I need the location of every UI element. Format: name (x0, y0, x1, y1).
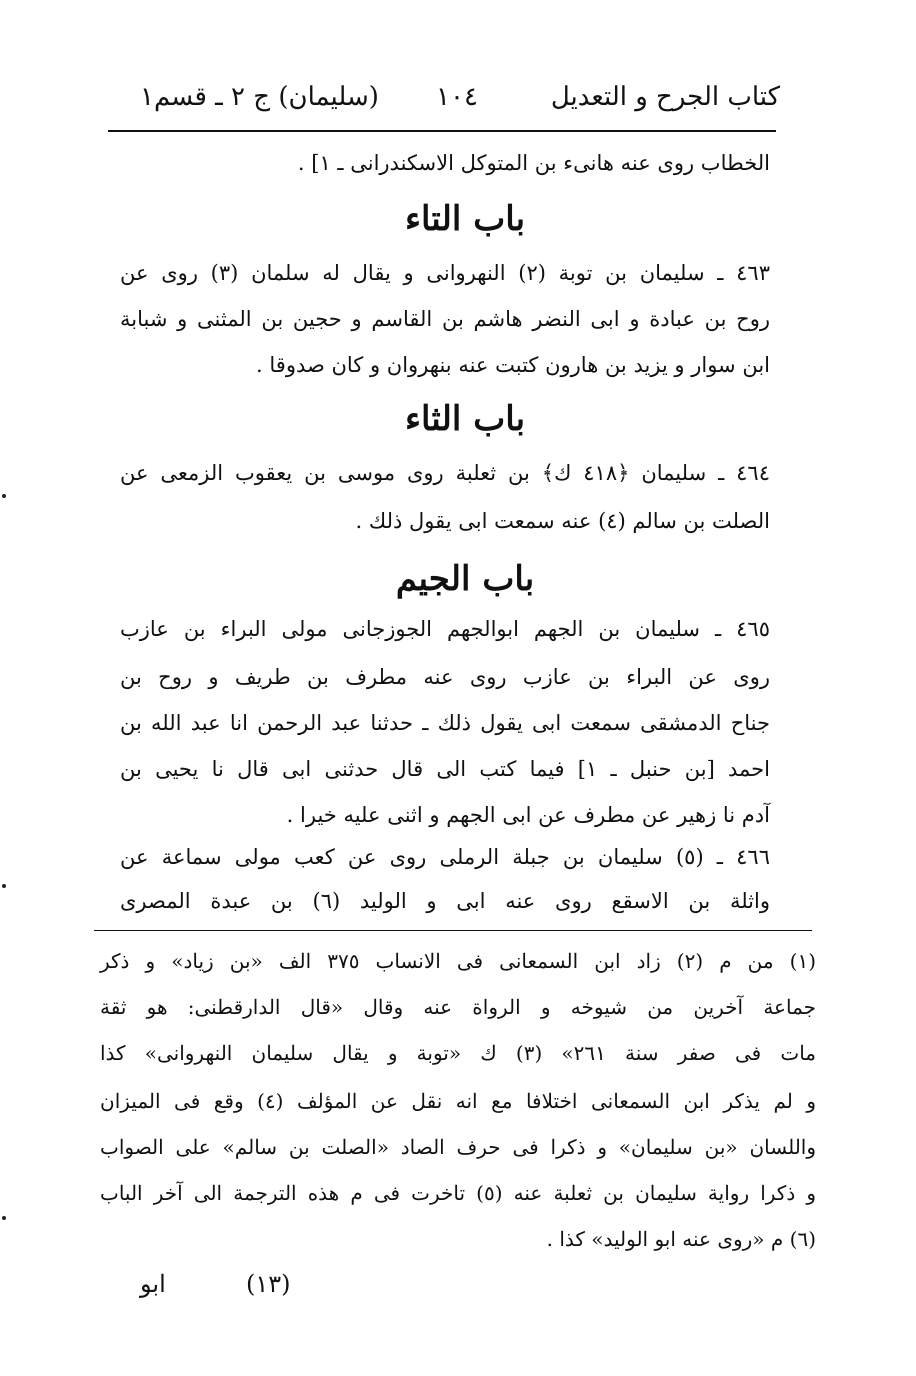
page-number: ١٠٤ (436, 82, 478, 112)
entry-465-line: آدم نا زهير عن مطرف عن ابى الجهم و اثنى عليه خيرا . (286, 803, 770, 827)
entry-466-line: واثلة بن الاسقع روى عنه ابى و الوليد (٦) بن عبدة المصرى (120, 889, 770, 913)
catchword: ابو (140, 1270, 166, 1298)
margin-speck (2, 494, 6, 498)
margin-speck (2, 1216, 6, 1220)
volume-label: (سليمان) ج ٢ ـ قسم١ (140, 82, 379, 112)
entry-465-line: جناح الدمشقى سمعت ابى يقول ذلك ـ حدثنا عبد الرحمن انا عبد الله بن (120, 711, 770, 735)
footnote-line: (١) من م (٢) زاد ابن السمعانى فى الانساب ٣٧٥ الف «بن زياد» و ذكر (100, 949, 817, 973)
footnote-line: و لم يذكر ابن السمعانى اختلافا مع انه نقل عن المؤلف (٤) وقع فى الميزان (100, 1089, 817, 1113)
footnote-line: مات فى صفر سنة ٢٦١» (٣) ك «توبة و يقال سليمان النهروانى» كذا (100, 1041, 817, 1065)
entry-463-line: ابن سوار و يزيد بن هارون كتبت عنه بنهروان و كان صدوقا . (256, 353, 770, 377)
footnote-line: واللسان «بن سليمان» و ذكرا فى حرف الصاد «الصلت بن سالم» على الصواب (100, 1135, 816, 1159)
body-line: الخطاب روى عنه هانىء بن المتوكل الاسكندرانى ـ ١] . (297, 151, 770, 175)
margin-speck (2, 884, 6, 888)
book-title: كتاب الجرح و التعديل (550, 82, 780, 112)
footnote-rule (94, 930, 812, 931)
signature-mark: (١٣) (246, 1270, 291, 1298)
footnote-line: و ذكرا رواية سليمان بن ثعلبة عنه (٥) تاخرت فى م هذه الترجمة الى آخر الباب (100, 1181, 816, 1205)
header-rule (108, 130, 776, 132)
footnote-line: جماعة آخرين من شيوخه و الرواة عنه وقال «قال الدارقطنى: هو ثقة (100, 995, 816, 1019)
entry-464-line: ٤٦٤ ـ سليمان ﴿٤١٨ ك﴾ بن ثعلبة روى موسى بن يعقوب الزمعى عن (120, 461, 770, 485)
chapter-heading-ta: باب التاء (404, 199, 526, 239)
running-header (140, 82, 780, 122)
entry-463-line: روح بن عبادة و ابى النضر هاشم بن القاسم و حجين بن المثنى و شبابة (120, 307, 770, 331)
chapter-heading-tha: باب الثاء (404, 399, 526, 439)
entry-463-line: ٤٦٣ ـ سليمان بن توبة (٢) النهروانى و يقال له سلمان (٣) روى عن (120, 261, 770, 285)
entry-464-line: الصلت بن سالم (٤) عنه سمعت ابى يقول ذلك . (355, 509, 770, 533)
footnote-line: (٦) م «روى عنه ابو الوليد» كذا . (546, 1227, 816, 1251)
entry-465-line: روى عن البراء بن عازب روى عنه مطرف بن طريف و روح بن (120, 665, 770, 689)
entry-465-line: احمد [بن حنبل ـ ١] فيما كتب الى قال حدثنى ابى قال نا يحيى بن (120, 757, 770, 781)
entry-466-line: ٤٦٦ ـ (٥) سليمان بن جبلة الرملى روى عن كعب مولى سماعة عن (120, 845, 770, 869)
entry-465-line: ٤٦٥ ـ سليمان بن الجهم ابوالجهم الجوزجانى مولى البراء بن عازب (120, 617, 770, 641)
chapter-heading-jim: باب الجيم (395, 559, 535, 599)
